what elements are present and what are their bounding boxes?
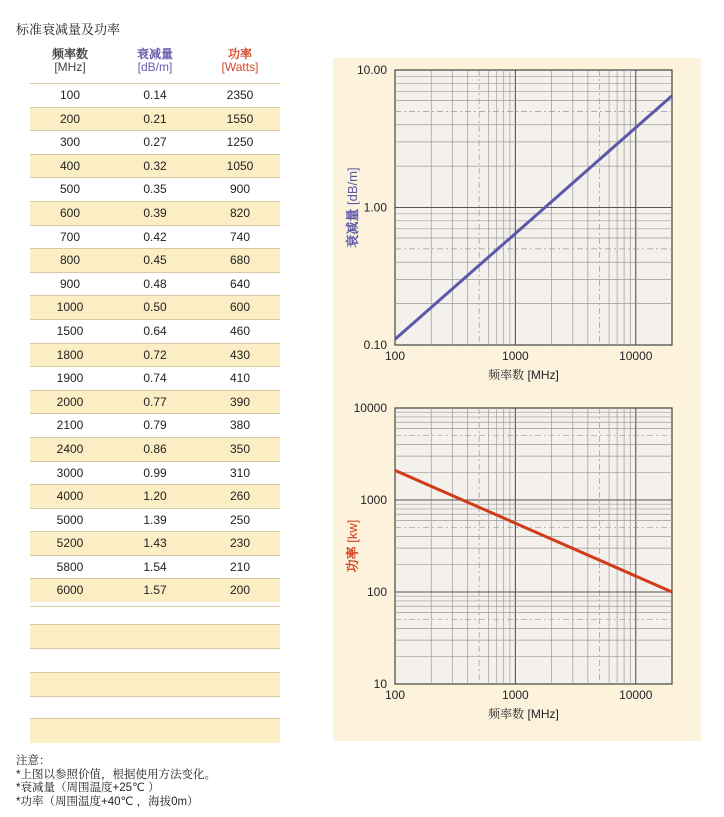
power-cell: 210 — [229, 559, 251, 574]
frequency-cell: 5200 — [56, 536, 84, 551]
frequency-cell: 5800 — [56, 559, 84, 574]
power-cell: 310 — [229, 465, 251, 480]
attenuation-cell: 0.64 — [143, 323, 167, 338]
attenuation-cell: 0.74 — [143, 371, 167, 386]
table-row — [30, 225, 280, 249]
power-cell: 640 — [229, 276, 251, 291]
frequency-cell: 700 — [59, 229, 81, 244]
table-row — [30, 531, 280, 555]
x-tick-label: 100 — [384, 349, 406, 363]
y-axis-label-unit: [kw] — [345, 519, 360, 543]
y-axis-label — [345, 167, 360, 247]
empty-row — [30, 718, 280, 743]
y-tick-label: 10.00 — [356, 63, 387, 77]
power-cell: 430 — [229, 347, 251, 362]
notes — [16, 755, 216, 809]
x-tick-label: 10000 — [619, 688, 653, 702]
frequency-cell: 2100 — [56, 418, 84, 433]
x-tick-label: 1000 — [502, 349, 529, 363]
attenuation-cell: 0.27 — [143, 135, 167, 150]
table-row — [30, 248, 280, 272]
power-cell: 900 — [229, 182, 251, 197]
y-tick-label: 10 — [373, 677, 387, 691]
table-row — [30, 177, 280, 201]
attenuation-cell: 0.86 — [143, 441, 167, 456]
x-axis-label: 频率数 [MHz] — [488, 368, 559, 382]
empty-row — [30, 696, 280, 719]
note-line: *衰减量（周围温度+25℃ ） — [16, 782, 160, 794]
note-line: *上图以参照价值，根据使用方法变化。 — [16, 768, 216, 781]
table-row — [30, 83, 280, 107]
power-cell: 390 — [229, 394, 251, 409]
y-tick-label: 1.00 — [363, 200, 387, 215]
frequency-cell: 300 — [59, 135, 81, 150]
attenuation-cell: 0.42 — [143, 229, 167, 244]
attenuation-cell: 1.43 — [143, 536, 167, 551]
power-cell: 200 — [229, 583, 251, 598]
frequency-cell: 1000 — [56, 300, 84, 315]
power-cell: 1550 — [226, 111, 254, 126]
table-row — [30, 107, 280, 131]
frequency-cell: 200 — [59, 111, 81, 126]
table-row — [30, 295, 280, 319]
attenuation-cell: 0.50 — [143, 300, 167, 315]
y-tick-label: 1000 — [360, 493, 387, 507]
x-tick-label: 100 — [384, 688, 406, 702]
power-cell: 350 — [229, 441, 251, 456]
empty-row — [30, 624, 280, 649]
attenuation-cell: 0.39 — [143, 205, 167, 220]
y-axis-label-unit: [dB/m] — [345, 167, 360, 205]
empty-row — [30, 648, 280, 673]
frequency-cell: 5000 — [56, 512, 84, 527]
y-axis-label-name: 功率 — [345, 546, 360, 573]
frequency-cell: 400 — [59, 158, 81, 173]
power-cell: 600 — [229, 300, 251, 315]
power-cell: 260 — [229, 489, 251, 504]
y-axis-label — [345, 520, 360, 573]
x-axis-label: 频率数 [MHz] — [488, 707, 559, 721]
table-row — [30, 343, 280, 367]
attenuation-cell: 0.99 — [143, 465, 167, 480]
table-row — [30, 437, 280, 461]
table-row — [30, 461, 280, 485]
frequency-cell: 600 — [59, 205, 81, 220]
x-tick-label: 1000 — [502, 688, 529, 702]
attenuation-cell: 0.35 — [143, 182, 167, 197]
table-row — [30, 508, 280, 532]
attenuation-cell: 0.32 — [143, 158, 167, 173]
power-cell: 460 — [229, 323, 251, 338]
empty-row — [30, 606, 280, 625]
attenuation-cell: 0.21 — [143, 111, 167, 126]
attenuation-cell: 1.39 — [143, 512, 167, 527]
attenuation-cell: 1.20 — [143, 489, 167, 504]
table-row — [30, 555, 280, 579]
table-row — [30, 578, 280, 602]
attenuation-cell: 0.77 — [143, 394, 167, 409]
y-tick-label: 10000 — [353, 401, 387, 415]
power-cell: 380 — [229, 418, 251, 433]
power-cell: 820 — [229, 205, 251, 220]
y-axis-label-name: 衰减量 — [345, 208, 360, 248]
power-chart — [333, 396, 701, 741]
table-row — [30, 484, 280, 508]
attenuation-cell: 1.54 — [143, 559, 167, 574]
frequency-cell: 1800 — [56, 347, 84, 362]
table-row — [30, 201, 280, 225]
header-frequency: 频率数 [MHz] — [51, 47, 88, 74]
attenuation-cell: 0.72 — [143, 347, 167, 362]
table-row — [30, 130, 280, 154]
table-body — [30, 83, 280, 602]
header-power: 功率 [Watts] — [221, 47, 259, 74]
table-row — [30, 154, 280, 178]
attenuation-cell: 0.45 — [143, 253, 167, 268]
frequency-cell: 6000 — [56, 583, 84, 598]
page-title: 标准衰减量及功率 — [16, 22, 121, 37]
power-cell: 740 — [229, 229, 251, 244]
frequency-cell: 100 — [59, 88, 81, 102]
table-row — [30, 390, 280, 414]
attenuation-chart — [333, 58, 701, 388]
table-row — [30, 319, 280, 343]
power-cell: 230 — [229, 536, 251, 551]
frequency-cell: 3000 — [56, 465, 84, 480]
frequency-cell: 2000 — [56, 394, 84, 409]
note-line: 注意： — [16, 755, 51, 767]
power-cell: 2350 — [226, 88, 254, 102]
x-tick-label: 10000 — [619, 349, 653, 363]
chart-panel — [333, 58, 701, 741]
power-cell: 250 — [229, 512, 251, 527]
empty-row — [30, 672, 280, 697]
frequency-cell: 900 — [59, 276, 81, 291]
frequency-cell: 4000 — [56, 489, 84, 504]
power-cell: 410 — [229, 371, 251, 386]
frequency-cell: 2400 — [56, 441, 84, 456]
attenuation-cell: 0.79 — [143, 418, 167, 433]
attenuation-cell: 0.14 — [143, 88, 167, 102]
header-attenuation: 衰减量 [dB/m] — [136, 47, 173, 74]
y-tick-label: 100 — [366, 585, 387, 599]
table-row — [30, 272, 280, 296]
attenuation-cell: 1.57 — [143, 583, 167, 598]
note-line: *功率（周围温度+40℃ ，海拔0m） — [16, 795, 199, 808]
table-row — [30, 366, 280, 390]
power-cell: 1050 — [226, 158, 254, 173]
frequency-cell: 1500 — [56, 323, 84, 338]
power-cell: 680 — [229, 253, 251, 268]
frequency-cell: 1900 — [56, 371, 84, 386]
power-cell: 1250 — [226, 135, 254, 150]
table-row — [30, 413, 280, 437]
y-tick-label: 0.10 — [363, 338, 387, 352]
frequency-cell: 500 — [59, 182, 81, 197]
frequency-cell: 800 — [59, 253, 81, 268]
attenuation-cell: 0.48 — [143, 276, 167, 291]
